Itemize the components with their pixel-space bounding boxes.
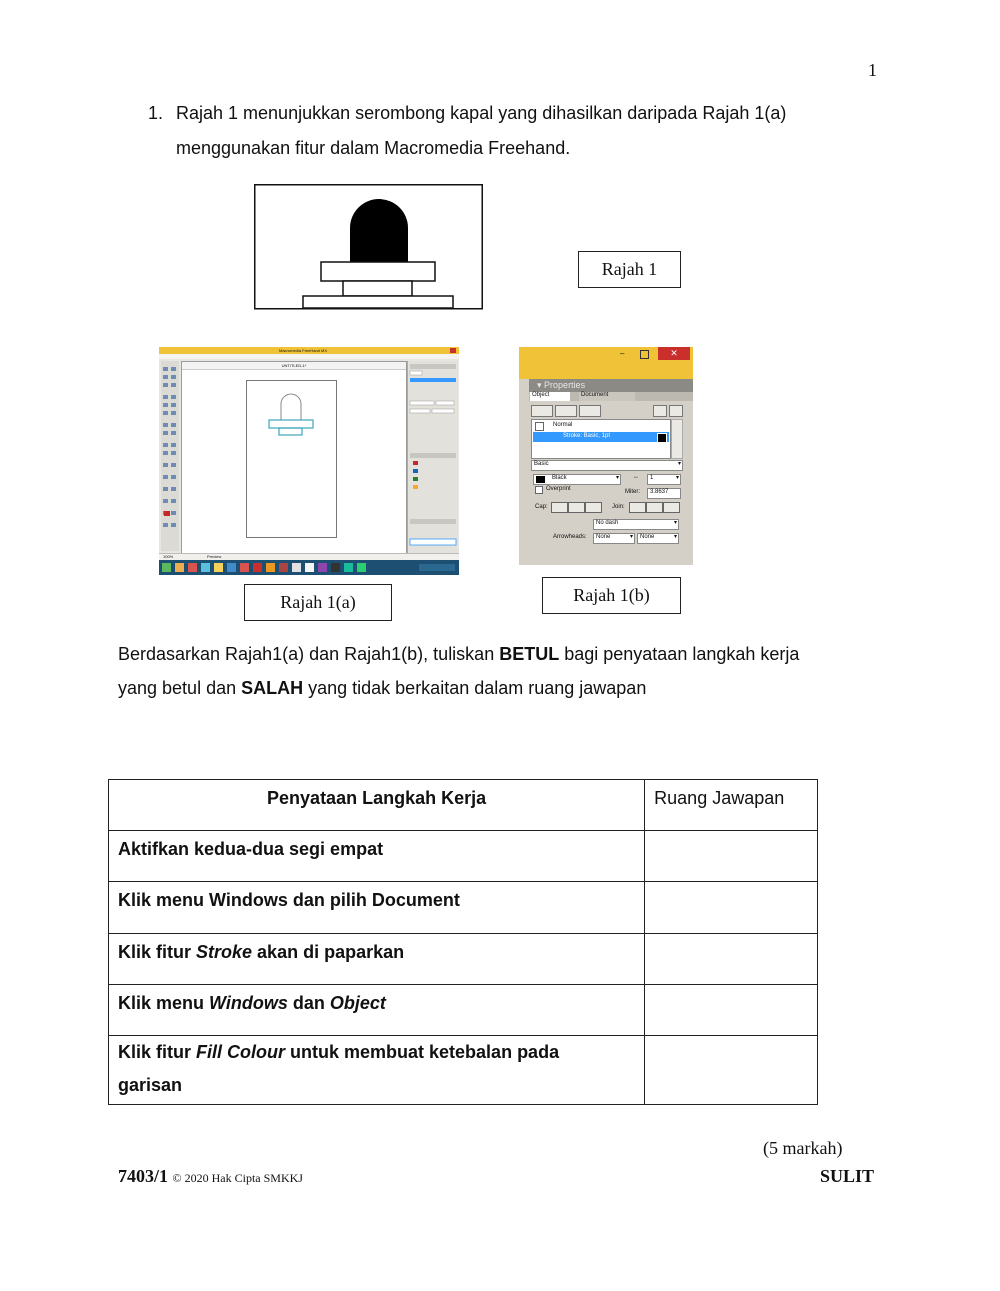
color-swatch <box>536 476 545 483</box>
table-header-row <box>109 780 818 831</box>
dash-value: No dash <box>596 520 619 526</box>
arrowhead-end-value: None <box>640 534 655 540</box>
properties-title: Properties <box>544 380 586 390</box>
statement-cell: Klik menu Windows dan pilih Document <box>109 882 645 934</box>
arrowhead-start-select[interactable] <box>593 533 635 544</box>
question-number: 1. <box>148 103 164 123</box>
normal-label: Normal <box>553 422 573 428</box>
freehand-screenshot <box>159 347 459 575</box>
header-answer: Ruang Jawapan <box>645 780 818 831</box>
stroke-color-value: Black <box>552 475 567 481</box>
stroke-width-field[interactable] <box>647 474 681 485</box>
freehand-doc-tab[interactable]: UNTITLED-1* <box>182 362 406 370</box>
arrowhead-start-value: None <box>596 534 611 540</box>
chimney-lower-band <box>343 281 412 296</box>
rajah1-diagram <box>254 184 483 310</box>
freehand-menubar[interactable] <box>159 354 459 359</box>
chimney-dome <box>350 199 408 262</box>
attribute-normal[interactable] <box>533 421 669 431</box>
chevron-down-icon[interactable]: ▾ <box>629 534 633 540</box>
statement-cell: Klik fitur Stroke akan di paparkan <box>109 934 645 985</box>
properties-window-titlebar <box>519 347 693 361</box>
freehand-statusbar <box>159 553 459 560</box>
attribute-list-scrollbar[interactable] <box>671 419 683 459</box>
rajah1a-label: Rajah 1(a) <box>244 584 392 621</box>
cap-butt-button[interactable] <box>551 502 568 513</box>
tab-document[interactable]: Document <box>579 392 635 401</box>
add-stroke-icon[interactable] <box>531 405 553 417</box>
arrowheads-label: Arrowheads: <box>553 534 587 540</box>
join-round-button[interactable] <box>646 502 663 513</box>
instruction-line-2: yang betul dan SALAH yang tidak berkaitan dalam ruang jawapan <box>118 678 647 698</box>
chimney-base <box>303 296 453 308</box>
answer-cell[interactable] <box>645 985 818 1036</box>
answer-table <box>108 779 818 1105</box>
width-icon: ↔ <box>633 474 639 480</box>
attribute-stroke[interactable] <box>533 432 669 442</box>
chimney-upper-band <box>321 262 435 281</box>
dash-select[interactable] <box>593 519 679 530</box>
cap-label: Cap: <box>535 504 548 510</box>
add-fill-icon[interactable] <box>555 405 577 417</box>
stroke-type-value: Basic <box>534 461 549 467</box>
table-row <box>109 831 818 882</box>
add-effect-icon[interactable] <box>579 405 601 417</box>
rajah1-label: Rajah 1 <box>578 251 681 288</box>
join-bevel-button[interactable] <box>663 502 680 513</box>
join-miter-button[interactable] <box>629 502 646 513</box>
tab-object[interactable]: Object <box>530 392 570 401</box>
question-line-1: Rajah 1 menunjukkan serombong kapal yang dihasilkan daripada Rajah 1(a) <box>176 103 787 123</box>
properties-panel-screenshot <box>519 347 693 565</box>
close-icon[interactable]: ✕ <box>658 347 690 360</box>
statement-cell: Aktifkan kedua-dua segi empat <box>109 831 645 882</box>
stroke-width-value: 1 <box>650 475 654 481</box>
freehand-titlebar <box>159 347 459 354</box>
answer-cell[interactable] <box>645 882 818 934</box>
miter-field[interactable] <box>647 488 681 499</box>
freehand-close-icon[interactable] <box>450 348 456 353</box>
question-line-2: menggunakan fitur dalam Macromedia Freehand. <box>176 138 571 158</box>
instruction-line-1: Berdasarkan Rajah1(a) dan Rajah1(b), tuliskan BETUL bagi penyataan langkah kerja <box>118 644 800 664</box>
windows-taskbar[interactable] <box>159 560 459 575</box>
footer-code: 7403/1 © 2020 Hak Cipta SMKKJ <box>118 1166 303 1186</box>
answer-cell[interactable] <box>645 1036 818 1105</box>
answer-cell[interactable] <box>645 831 818 882</box>
freehand-zoom[interactable]: 100% <box>163 554 174 559</box>
properties-toolbar <box>531 405 681 416</box>
table-row <box>109 1036 818 1105</box>
freehand-title: Macromedia FreeHand MX <box>279 348 328 353</box>
overprint-checkbox[interactable] <box>535 486 543 494</box>
duplicate-icon[interactable] <box>653 405 667 417</box>
chevron-down-icon[interactable]: ▾ <box>673 520 677 526</box>
freehand-side-panel[interactable] <box>407 361 458 553</box>
header-statement: Penyataan Langkah Kerja <box>109 780 645 831</box>
properties-header[interactable] <box>529 379 693 392</box>
miter-label: Miter: <box>625 489 640 495</box>
chevron-down-icon[interactable]: ▾ <box>673 534 677 540</box>
page-number: 1 <box>868 60 877 80</box>
stroke-type-select[interactable] <box>531 460 683 471</box>
overprint-label: Overprint <box>546 486 571 492</box>
cap-square-button[interactable] <box>585 502 602 513</box>
maximize-icon[interactable] <box>640 350 649 359</box>
chevron-down-icon[interactable]: ▾ <box>615 475 619 481</box>
trash-icon[interactable] <box>669 405 683 417</box>
stroke-item-label: Stroke: Basic, 1pt <box>563 433 611 439</box>
freehand-document-window[interactable] <box>181 361 407 555</box>
table-row <box>109 882 818 934</box>
freehand-view[interactable]: Preview <box>207 554 222 559</box>
chevron-down-icon[interactable]: ▾ <box>677 461 681 467</box>
miter-value: 3.8637 <box>650 489 669 495</box>
freehand-toolbox[interactable] <box>161 361 179 551</box>
marks: (5 markah) <box>763 1138 843 1158</box>
statement-cell: Klik fitur Fill Colour untuk membuat ketebalan pada garisan <box>109 1036 645 1105</box>
join-label: Join: <box>612 504 625 510</box>
table-row <box>109 934 818 985</box>
table-row <box>109 985 818 1036</box>
answer-cell[interactable] <box>645 934 818 985</box>
properties-tabs <box>529 392 693 401</box>
stroke-swatch[interactable] <box>657 433 667 443</box>
rajah1b-label: Rajah 1(b) <box>542 577 681 614</box>
properties-collapse-icon[interactable]: ▾ <box>537 380 542 390</box>
cap-round-button[interactable] <box>568 502 585 513</box>
freehand-page <box>246 380 337 538</box>
footer-sulit: SULIT <box>820 1166 875 1186</box>
chevron-down-icon[interactable]: ▾ <box>675 475 679 481</box>
normal-checkbox[interactable] <box>535 422 544 431</box>
attribute-list[interactable] <box>531 419 671 459</box>
minimize-icon[interactable]: – <box>620 349 625 358</box>
stroke-color-select[interactable] <box>533 474 621 485</box>
arrowhead-end-select[interactable] <box>637 533 679 544</box>
statement-cell: Klik menu Windows dan Object <box>109 985 645 1036</box>
